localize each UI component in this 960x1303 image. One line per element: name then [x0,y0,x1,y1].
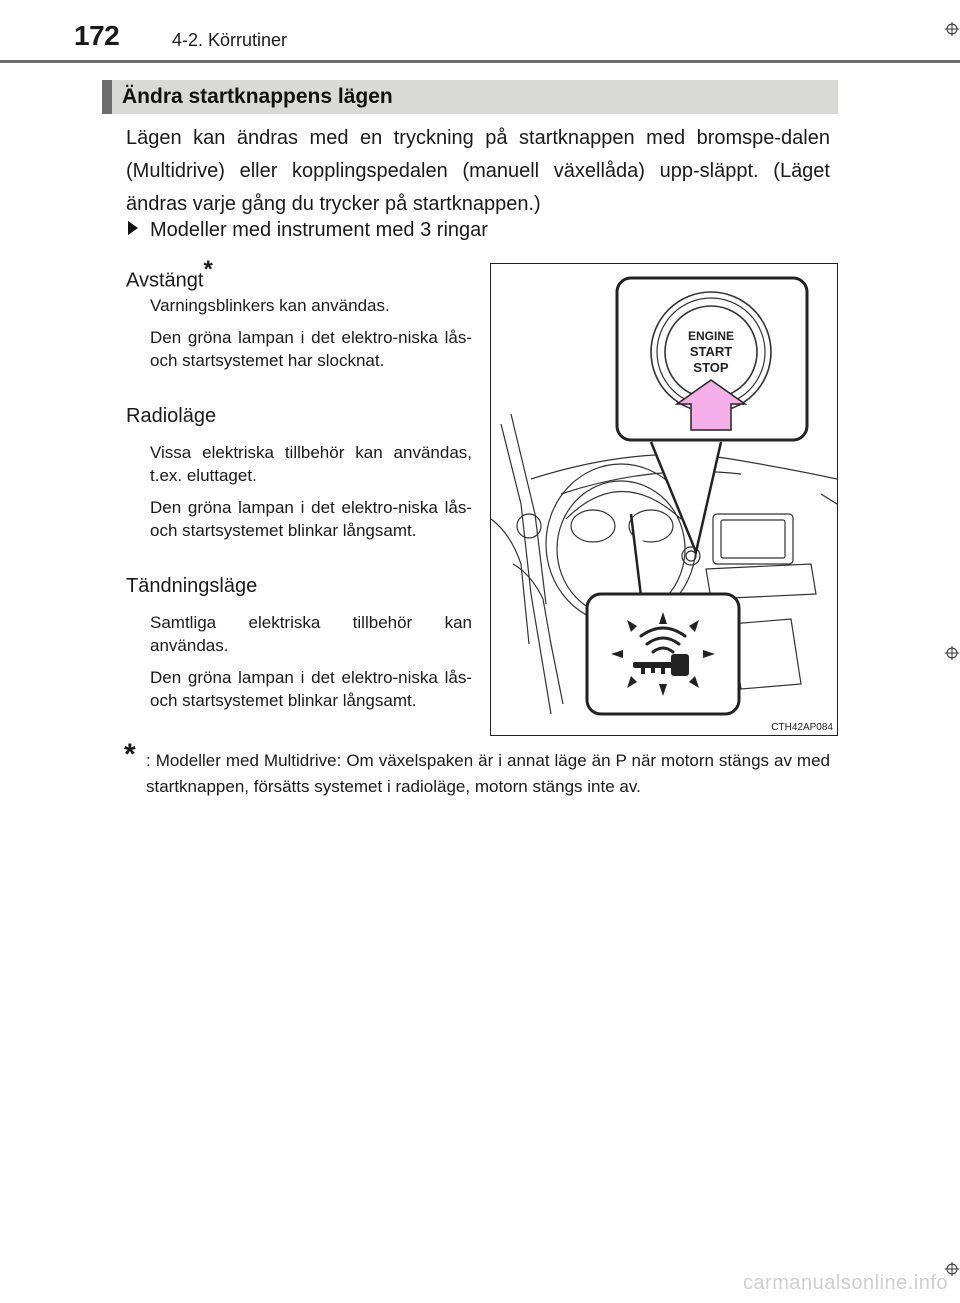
footnote-star: * [124,738,136,771]
model-bullet [128,219,488,242]
section-accent [102,80,112,114]
intro-paragraph: Lägen kan ändras med en tryckning på startknappen med bromspe-dalen (Multidrive) eller kopplingspedalen (manuell växellåda) upp-släppt. (Läget ändras varje gång du trycker på startknappen.) [126,127,830,215]
dashboard-drawing [491,264,837,735]
footnote-text: : Modeller med Multidrive: Om växelspaken är i annat läge än P när motorn stängs av med startknappen, försätts systemet i radioläge, motorn stängs inte av. [146,751,830,796]
mode-off-line-2: Den gröna lampan i det elektro-niska lås- och startsystemet har slocknat. [150,328,472,370]
watermark: carmanualsonline.info [742,1272,948,1294]
mode-heading-radio: Radioläge [126,405,217,427]
mode-ignition-line-1: Samtliga elektriska tillbehör kan användas. [150,613,472,655]
button-label-engine: ENGINE [687,329,735,343]
footnote-marker: * [203,256,213,283]
button-label-stop: STOP [693,360,729,375]
mode-ignition-line-2: Den gröna lampan i det elektro-niska lås- och startsystemet blinkar långsamt. [150,668,472,710]
crop-mark-icon [945,646,959,660]
mode-heading-ignition: Tändningsläge [126,575,258,597]
section-title: Ändra startknappens lägen [122,85,393,108]
section-heading [102,80,838,114]
button-label-start: START [689,344,733,359]
chapter-title: 4-2. Körrutiner [172,30,288,50]
mode-radio-line-1: Vissa elektriska tillbehör kan användas, t.ex. eluttaget. [150,443,472,485]
mode-radio-line-2: Den gröna lampan i det elektro-niska lås- och startsystemet blinkar långsamt. [150,498,472,540]
header-divider [0,60,960,63]
mode-heading-off: Avstängt* [126,256,213,292]
dashboard-illustration [490,263,838,736]
bullet-text: Modeller med instrument med 3 ringar [150,219,488,241]
figure-code: CTH42AP084 [771,722,833,733]
crop-mark-icon [945,22,959,36]
page-number: 172 [74,20,120,51]
triangle-bullet-icon [128,221,138,235]
mode-off-line-1: Varningsblinkers kan användas. [150,296,390,315]
